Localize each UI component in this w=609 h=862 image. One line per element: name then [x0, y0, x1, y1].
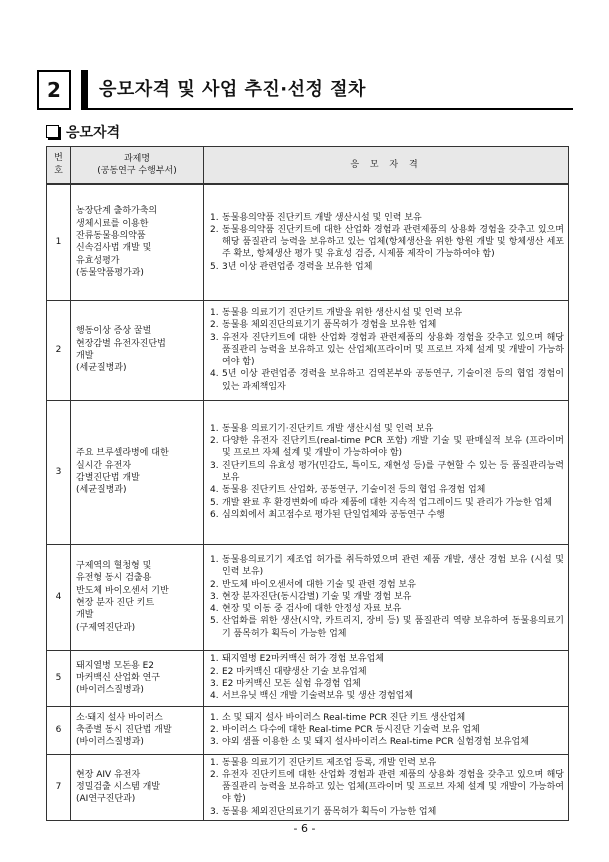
page-number: - 6 - — [293, 822, 316, 835]
requirement-number: 1. — [210, 423, 219, 434]
requirement-text: 유전자 진단키트에 대한 산업화 경험과 관련제품의 상용화 경험을 갖추고 있으며 해당 품질관리 능력을 보유하고 있는 산업체(프라이머 및 프로브 자체 설계 및 개발이 가능하여야 함) — [222, 332, 564, 368]
requirement-item — [210, 368, 564, 393]
requirement-number: 4. — [210, 604, 219, 615]
row-number: 1 — [47, 184, 71, 300]
course-line: 유효성평가 — [76, 255, 120, 266]
course-line: (AI연구진단과) — [76, 794, 136, 805]
table-row — [47, 544, 569, 650]
course-line: 반도체 바이오센서 기반 — [76, 585, 169, 596]
course-line: 소·돼지 설사 바이러스 — [76, 712, 163, 723]
requirement-item — [210, 319, 564, 331]
eligibility-table — [46, 146, 569, 821]
header-course: 과제명 (공동연구 수행부서) — [71, 147, 204, 185]
course-line: (세균질병과) — [76, 485, 127, 496]
requirement-number: 2. — [210, 724, 219, 735]
table-row — [47, 706, 569, 754]
requirement-text: 개발 완료 후 환경변화에 따라 제품에 대한 지속적 업그레이드 및 관리가 가능한 업체 — [222, 497, 552, 508]
course-line: (동물약품평가과) — [76, 267, 144, 278]
course-cell — [71, 544, 204, 650]
requirement-number: 1. — [210, 712, 219, 723]
course-line: 개발 — [76, 351, 94, 361]
course-cell — [71, 400, 204, 544]
requirement-text: E2 마커백신 대량생산 기술 보유업체 — [222, 666, 367, 677]
table-header-row — [47, 147, 569, 185]
requirements-cell — [204, 650, 569, 706]
course-line: 생체시료를 이용한 — [76, 218, 149, 229]
requirement-number: 1. — [210, 654, 219, 665]
course-line: (구제역진단과) — [76, 622, 136, 633]
course-line: 감별진단법 개발 — [76, 473, 140, 483]
course-line: (바이러스질병과) — [76, 737, 144, 748]
section-rule — [81, 108, 573, 110]
requirement-number: 3. — [210, 737, 219, 748]
requirement-text: 서브유닛 백신 개발 기술력보유 및 생산 경험업체 — [222, 691, 414, 702]
requirements-cell — [204, 300, 569, 400]
requirement-number: 2. — [210, 320, 219, 331]
subsection-heading — [46, 122, 120, 142]
requirement-number: 6. — [210, 509, 219, 520]
section-title: 응모자격 및 사업 추진·선정 절차 — [99, 79, 366, 100]
course-line: 정밀검출 시스템 개발 — [76, 782, 160, 793]
requirement-number: 2. — [210, 579, 219, 590]
requirement-item — [210, 509, 564, 521]
requirement-number: 2. — [210, 436, 219, 447]
requirement-text: 현장 및 이동 중 검사에 대한 안정성 자료 보유 — [222, 604, 402, 615]
course-line: 개발 — [76, 610, 94, 621]
requirement-text: 진단키트의 유효성 평가(민감도, 특이도, 재현성 등)를 구현할 수 있는 등 품질관리능력 보유 — [222, 460, 564, 483]
course-line: 실시간 유전자 — [76, 460, 132, 471]
requirement-item — [210, 332, 564, 369]
requirement-number: 5. — [210, 261, 219, 272]
requirement-number: 2. — [210, 666, 219, 677]
course-line: 농장단계 출하가축의 — [76, 206, 158, 217]
course-line: 마커백신 산업화 연구 — [76, 672, 160, 683]
requirement-text: 산업화를 위한 생산(시약, 카트리지, 장비 등) 및 품질관리 역량 보유하여 동물용의료기기 품목허가 획득이 가능한 업체 — [222, 616, 564, 639]
requirement-item — [210, 678, 564, 690]
requirement-text: 소 및 돼지 설사 바이러스 Real-time PCR 진단 키트 생산업체 — [222, 712, 466, 723]
course-line: 축종별 동시 진단법 개발 — [76, 724, 172, 735]
course-line: 행동이상 증상 꿀벌 — [76, 326, 152, 337]
requirement-item — [210, 769, 564, 806]
course-line: (세균질병과) — [76, 363, 127, 374]
requirement-item — [210, 224, 564, 261]
requirement-text: 심의회에서 최고점수로 평가된 단일업체와 공동연구 수행 — [222, 509, 445, 520]
requirement-text: 동물용의약품 진단키트 개발 생산시설 및 인력 보유 — [222, 212, 422, 223]
course-line: 구제역의 혈청형 및 — [76, 561, 152, 572]
requirement-number: 3. — [210, 591, 219, 602]
row-number: 6 — [47, 706, 71, 754]
requirement-item — [210, 615, 564, 640]
requirement-text: 동물용의료기기 제조업 허가를 취득하였으며 관련 제품 개발, 생산 경험 보유 (시설 및 인력 보유) — [222, 554, 564, 578]
requirement-item — [210, 484, 564, 496]
requirement-text: E2 마커백신 모돈 실험 유경험 업체 — [222, 679, 361, 689]
requirement-item — [210, 435, 564, 460]
requirement-item — [210, 757, 564, 769]
requirement-item — [210, 554, 564, 579]
requirement-text: 유전자 진단키트에 대한 산업화 경험과 관련 제품의 상용화 경험을 갖추고 있으며 해당 품질관리 능력을 보유하고 있는 업체(프라이머 및 프로브 자체 설계 및 개발이 가능하여야 함) — [222, 769, 564, 805]
requirement-item — [210, 666, 564, 678]
requirement-text: 바이러스 다수에 대한 Real-time PCR 동시진단 기술력 보유 업체 — [222, 724, 480, 735]
requirement-item — [210, 460, 564, 485]
course-line: 신속검사법 개발 및 — [76, 243, 152, 254]
course-line: 유전형 동시 검출용 — [76, 573, 152, 584]
course-cell — [71, 650, 204, 706]
row-number: 3 — [47, 400, 71, 544]
requirement-text: 동물용 의료기기 진단키트 개발을 위한 생산시설 및 인력 보유 — [222, 307, 463, 318]
course-cell — [71, 706, 204, 754]
requirements-cell — [204, 400, 569, 544]
requirement-text: 다양한 유전자 진단키트(real-time PCR 포함) 개발 기술 및 판매실적 보유 (프라이머 및 프로브 자체 설계 및 개발이 가능하여야 함) — [222, 436, 564, 459]
requirement-number: 2. — [210, 224, 219, 235]
requirement-text: 5년 이상 관련업종 경력을 보유하고 검역본부와 공동연구, 기술이전 등의 협업 경험이 있는 과제책임자 — [222, 369, 564, 392]
requirement-item — [210, 423, 564, 435]
table-row — [47, 754, 569, 820]
requirement-number: 1. — [210, 307, 219, 318]
course-line: 현장감별 유전자진단법 — [76, 338, 166, 349]
table-row — [47, 650, 569, 706]
course-line: 돼지열병 모돈용 E2 — [76, 660, 154, 671]
requirement-item — [210, 690, 564, 702]
requirement-text: 현장 분자진단(동시감별) 기술 및 개발 경험 보유 — [222, 591, 412, 602]
requirement-item — [210, 579, 564, 591]
requirement-number: 4. — [210, 691, 219, 702]
requirement-number: 3. — [210, 679, 219, 689]
requirement-text: 반도체 바이오센서에 대한 기술 및 관련 경험 보유 — [222, 579, 416, 590]
course-line: (바이러스질병과) — [76, 685, 144, 696]
requirement-item — [210, 712, 564, 724]
header-no: 번호 — [47, 147, 71, 185]
requirements-cell — [204, 544, 569, 650]
requirement-number: 5. — [210, 616, 219, 627]
requirement-number: 3. — [210, 806, 219, 817]
requirement-item — [210, 736, 564, 748]
requirements-cell — [204, 184, 569, 300]
requirement-item — [210, 603, 564, 615]
requirement-text: 동물용 진단키트 산업화, 공동연구, 기술이전 등의 협업 유경험 업체 — [222, 485, 486, 496]
course-line: 주요 브루셀라병에 대한 — [76, 448, 169, 459]
requirement-text: 돼지열병 E2마커백신 허가 경험 보유업체 — [222, 654, 384, 665]
course-line: 현장 분자 진단 키트 — [76, 598, 155, 608]
row-number: 5 — [47, 650, 71, 706]
requirement-number: 4. — [210, 369, 219, 380]
requirement-item — [210, 653, 564, 665]
table-row — [47, 184, 569, 300]
requirement-item — [210, 806, 564, 818]
table-row — [47, 400, 569, 544]
header-requirements: 응 모 자 격 — [204, 147, 569, 185]
row-number: 4 — [47, 544, 71, 650]
section-number: 2 — [37, 70, 71, 110]
checkbox-bullet-icon — [46, 125, 59, 138]
requirement-text: 동물용 체외진단의료기기 품목허가 경험을 보유한 업체 — [222, 320, 437, 331]
requirement-number: 2. — [210, 769, 219, 780]
subsection-title: 응모자격 — [66, 125, 121, 141]
section-bar — [81, 70, 88, 110]
course-line: 현장 AIV 유전자 — [76, 769, 141, 780]
requirement-number: 1. — [210, 757, 219, 768]
course-cell — [71, 754, 204, 820]
requirement-number: 1. — [210, 554, 219, 565]
requirement-item — [210, 724, 564, 736]
course-line: 잔류동물용의약품 — [76, 230, 146, 241]
course-cell — [71, 300, 204, 400]
requirements-cell — [204, 706, 569, 754]
requirement-text: 야외 샘플 이용한 소 및 돼지 설사바이러스 Real-time PCR 실험경험 보유업체 — [222, 737, 529, 748]
requirement-number: 3. — [210, 460, 219, 471]
requirement-number: 4. — [210, 485, 219, 496]
requirement-item — [210, 591, 564, 603]
requirement-item — [210, 212, 564, 224]
requirement-number: 3. — [210, 332, 219, 343]
requirement-text: 동물용 체외진단의료기기 품목허가 획득이 가능한 업체 — [222, 806, 437, 817]
requirement-text: 동물용의약품 진단키트에 대한 산업화 경험과 관련제품의 상용화 경험을 갖추고 있으며 해당 품질관리 능력을 보유하고 있는 업체(항체생산을 위한 항원 개발 및 항체생산 세포주 확보, 항체생산 평가 및 유효성 검증, 시제품 제작이 가능하여야 함) — [222, 224, 564, 260]
course-cell — [71, 184, 204, 300]
requirement-item — [210, 261, 564, 273]
requirement-text: 3년 이상 관련업종 경력을 보유한 업체 — [222, 261, 373, 272]
requirements-cell — [204, 754, 569, 820]
requirement-item — [210, 497, 564, 509]
requirement-text: 동물용 의료기기 진단키트 제조업 등록, 개발 인력 보유 — [222, 757, 437, 768]
requirement-item — [210, 307, 564, 319]
requirement-number: 5. — [210, 497, 219, 508]
requirement-number: 1. — [210, 212, 219, 223]
row-number: 7 — [47, 754, 71, 820]
requirement-text: 동물용 의료기기·진단키트 개발 생산시설 및 인력 보유 — [222, 423, 434, 434]
table-row — [47, 300, 569, 400]
row-number: 2 — [47, 300, 71, 400]
section-header — [37, 70, 573, 110]
